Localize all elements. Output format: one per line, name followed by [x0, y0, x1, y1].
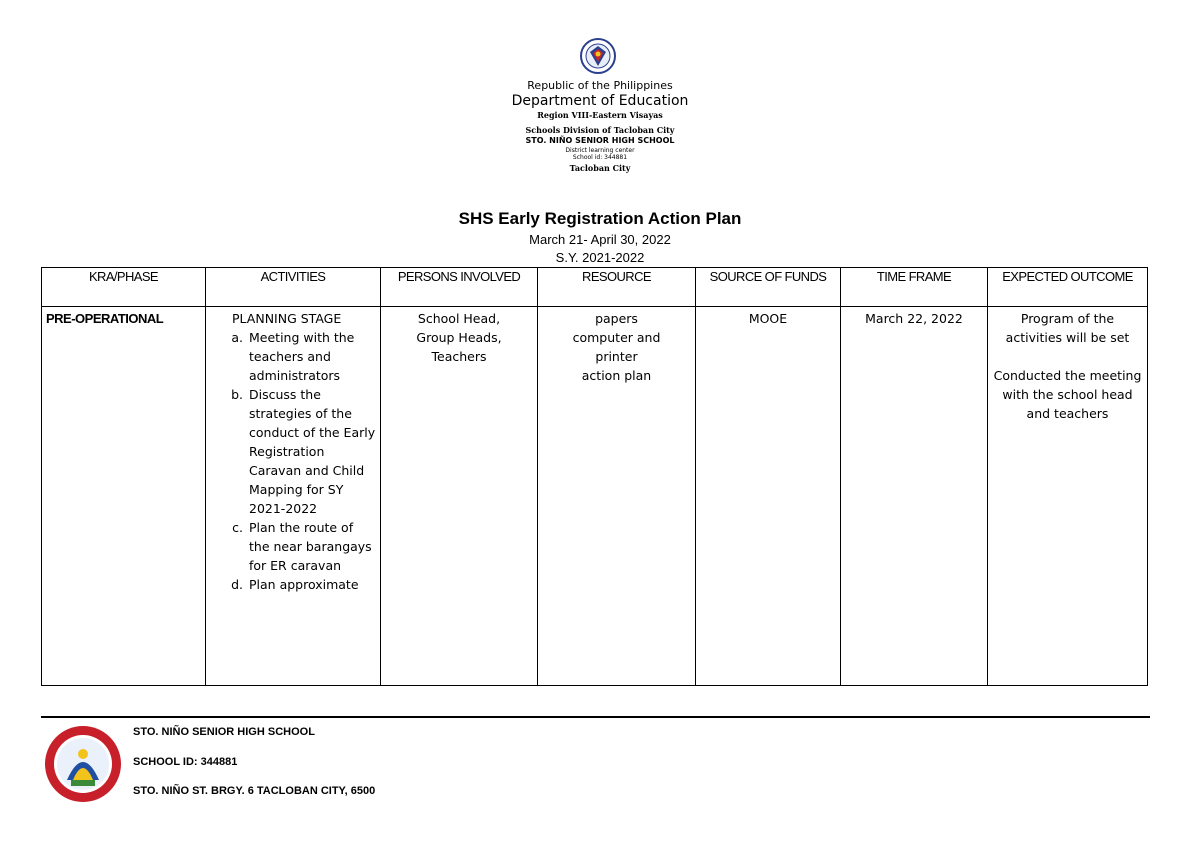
header-republic: Republic of the Philippines [527, 79, 673, 92]
document-title: SHS Early Registration Action Plan [458, 209, 742, 228]
outcome-text: Program of the activities will be set [1005, 311, 1130, 345]
list-item-letter: a. [231, 330, 243, 345]
list-item-letter: d. [231, 577, 243, 592]
cell-expected-outcome [988, 307, 1148, 686]
header-expected-outcome: EXPECTED OUTCOME [988, 268, 1148, 307]
resource-line: action plan [581, 368, 652, 383]
list-item-letter: c. [232, 520, 243, 535]
list-item-text: Plan approximate [249, 577, 359, 592]
activities-stage: PLANNING STAGE [232, 311, 342, 326]
list-item-text: Discuss the strategies of the conduct of the Early Registration Caravan and Child Mapping for SY 2021-2022 [249, 387, 376, 516]
header-resource: RESOURCE [538, 268, 696, 307]
school-logo-icon [43, 724, 123, 804]
document-school-year: S.Y. 2021-2022 [555, 250, 645, 265]
header-school: STO. NIÑO SENIOR HIGH SCHOOL [525, 136, 675, 145]
footer-school-name: STO. NIÑO SENIOR HIGH SCHOOL [133, 726, 315, 738]
person-line: Group Heads, [416, 330, 502, 345]
list-item [210, 328, 376, 385]
header-activities: ACTIVITIES [206, 268, 381, 307]
header-division: Schools Division of Tacloban City [525, 125, 675, 135]
cell-resource [538, 307, 696, 686]
document-date-range: March 21- April 30, 2022 [529, 232, 671, 247]
cell-time-frame: March 22, 2022 [841, 307, 988, 686]
footer-divider [41, 716, 1150, 718]
person-line: Teachers [431, 349, 487, 364]
header-city: Tacloban City [569, 163, 631, 173]
footer-school-id: SCHOOL ID: 344881 [133, 756, 238, 768]
list-item [210, 518, 376, 575]
outcome-gap [992, 347, 1143, 366]
header-region: Region VIII-Eastern Visayas [537, 110, 663, 120]
table-header-row [42, 268, 1148, 307]
list-item-text: Plan the route of the near barangays for ER caravan [249, 520, 372, 573]
list-item-letter: b. [231, 387, 243, 402]
resource-line: computer and [572, 330, 661, 345]
person-line: School Head, [417, 311, 501, 326]
cell-persons-involved [381, 307, 538, 686]
header-department: Department of Education [511, 93, 689, 109]
cell-activities [206, 307, 381, 686]
cell-source-of-funds: MOOE [696, 307, 841, 686]
table-row [42, 307, 1148, 686]
header-source-of-funds: SOURCE OF FUNDS [696, 268, 841, 307]
action-plan-table [41, 267, 1148, 686]
header-school-id: School id: 344881 [572, 154, 628, 161]
header-time-frame: TIME FRAME [841, 268, 988, 307]
deped-seal-icon [580, 38, 616, 74]
footer-address: STO. NIÑO ST. BRGY. 6 TACLOBAN CITY, 6500 [133, 785, 376, 797]
header-district: District learning center [565, 147, 635, 154]
resource-line: printer [595, 349, 638, 364]
header-kra-phase: KRA/PHASE [42, 268, 206, 307]
outcome-text: Conducted the meeting with the school head and teachers [993, 368, 1142, 421]
resource-line: papers [595, 311, 638, 326]
list-item [210, 385, 376, 518]
list-item-text: Meeting with the teachers and administrators [249, 330, 355, 383]
cell-kra-phase: PRE-OPERATIONAL [42, 307, 206, 686]
list-item [210, 575, 376, 594]
header-persons-involved: PERSONS INVOLVED [381, 268, 538, 307]
